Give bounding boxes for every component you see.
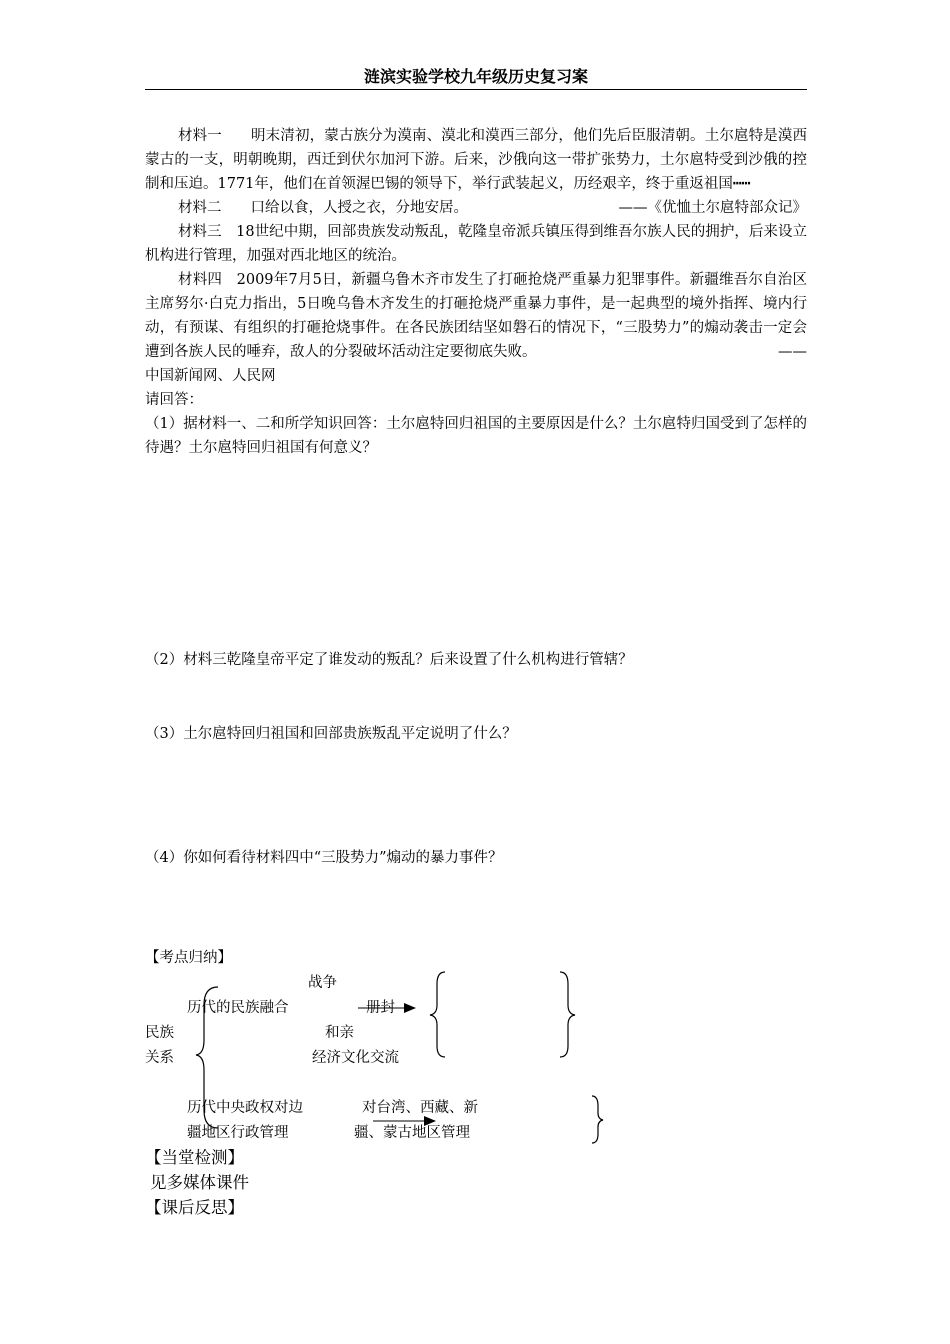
summary-regions-line2: 疆、蒙古地区管理 bbox=[354, 1125, 470, 1141]
check-text: 见多媒体课件 bbox=[150, 1173, 249, 1192]
regions-right-brace bbox=[592, 1096, 603, 1143]
material-3-label: 材料三 bbox=[178, 224, 222, 240]
summary-regions-line1: 对台湾、西藏、新 bbox=[362, 1100, 478, 1116]
summary-central-line2: 疆地区行政管理 bbox=[187, 1125, 289, 1141]
group-right-brace bbox=[560, 972, 575, 1057]
group-left-brace bbox=[430, 972, 445, 1057]
summary-central-line1: 历代中央政权对边 bbox=[187, 1100, 303, 1116]
cefeng-arrowhead bbox=[404, 1003, 416, 1013]
summary-heqin: 和亲 bbox=[325, 1025, 354, 1041]
material-4-label: 材料四 bbox=[178, 272, 223, 288]
questions-intro: 请回答： bbox=[145, 392, 203, 408]
check-heading: 【当堂检测】 bbox=[145, 1148, 244, 1167]
material-2-text: 口给以食，人授之衣，分地安居。 bbox=[250, 200, 468, 216]
left-brace-large bbox=[196, 987, 218, 1128]
summary-fusion: 历代的民族融合 bbox=[187, 1000, 289, 1016]
question-3: （3）土尔扈特回归祖国和回部贵族叛乱平定说明了什么？ bbox=[145, 726, 517, 742]
material-1-text: 明末清初，蒙古族分为漠南、漠北和漠西三部分，他们先后臣服清朝。土尔扈特是漠西蒙古的一支，明朝晚期，西迁到伏尔加河下游。后来，沙俄向这一带扩张势力，土尔扈特受到沙俄的控制和压迫。1771年，他们在首领渥巴锡的领导下，举行武装起义，历经艰辛，终于重返祖国┅┅ bbox=[145, 128, 808, 192]
material-1-label: 材料一 bbox=[178, 128, 222, 144]
material-2-source: ——《优恤土尔扈特部众记》 bbox=[618, 200, 807, 216]
summary-war: 战争 bbox=[308, 975, 337, 991]
material-4-source-dash: —— bbox=[778, 344, 807, 360]
question-2: （2）材料三乾隆皇帝平定了谁发动的叛乱？后来设置了什么机构进行管辖？ bbox=[145, 652, 633, 668]
material-4-source: 中国新闻网、人民网 bbox=[145, 368, 276, 384]
summary-guanxi: 关系 bbox=[145, 1050, 174, 1066]
summary-econ: 经济文化交流 bbox=[312, 1050, 399, 1066]
question-1: （1）据材料一、二和所学知识回答：土尔扈特回归祖国的主要原因是什么？土尔扈特归国受到了怎样的待遇？土尔扈特回归祖国有何意义？ bbox=[145, 416, 807, 456]
summary-minzu: 民族 bbox=[145, 1025, 174, 1041]
material-3-text: 18世纪中期，回部贵族发动叛乱，乾隆皇帝派兵镇压得到维吾尔族人民的拥护，后来设立机构进行管理，加强对西北地区的统治。 bbox=[145, 224, 808, 264]
material-2-label: 材料二 bbox=[178, 200, 222, 216]
reflect-heading: 【课后反思】 bbox=[145, 1198, 244, 1217]
summary-heading: 【考点归纳】 bbox=[145, 950, 232, 966]
question-4: （4）你如何看待材料四中“三股势力”煽动的暴力事件？ bbox=[145, 850, 503, 866]
page-title: 涟滨实验学校九年级历史复习案 bbox=[363, 67, 588, 86]
summary-cefeng: 册封 bbox=[366, 1000, 395, 1016]
admin-arrowhead bbox=[424, 1116, 436, 1126]
material-4-text: 2009年7月5日，新疆乌鲁木齐市发生了打砸抢烧严重暴力犯罪事件。新疆维吾尔自治区主席努尔·白克力指出，5日晚乌鲁木齐发生的打砸抢烧严重暴力事件，是一起典型的境外指挥、境内行动，有预谋、有组织的打砸抢烧事件。在各民族团结坚如磐石的情况下，“三股势力”的煽动袭击一定会遭到各族人民的唾弃，敌人的分裂破坏活动注定要彻底失败。 bbox=[145, 272, 808, 360]
